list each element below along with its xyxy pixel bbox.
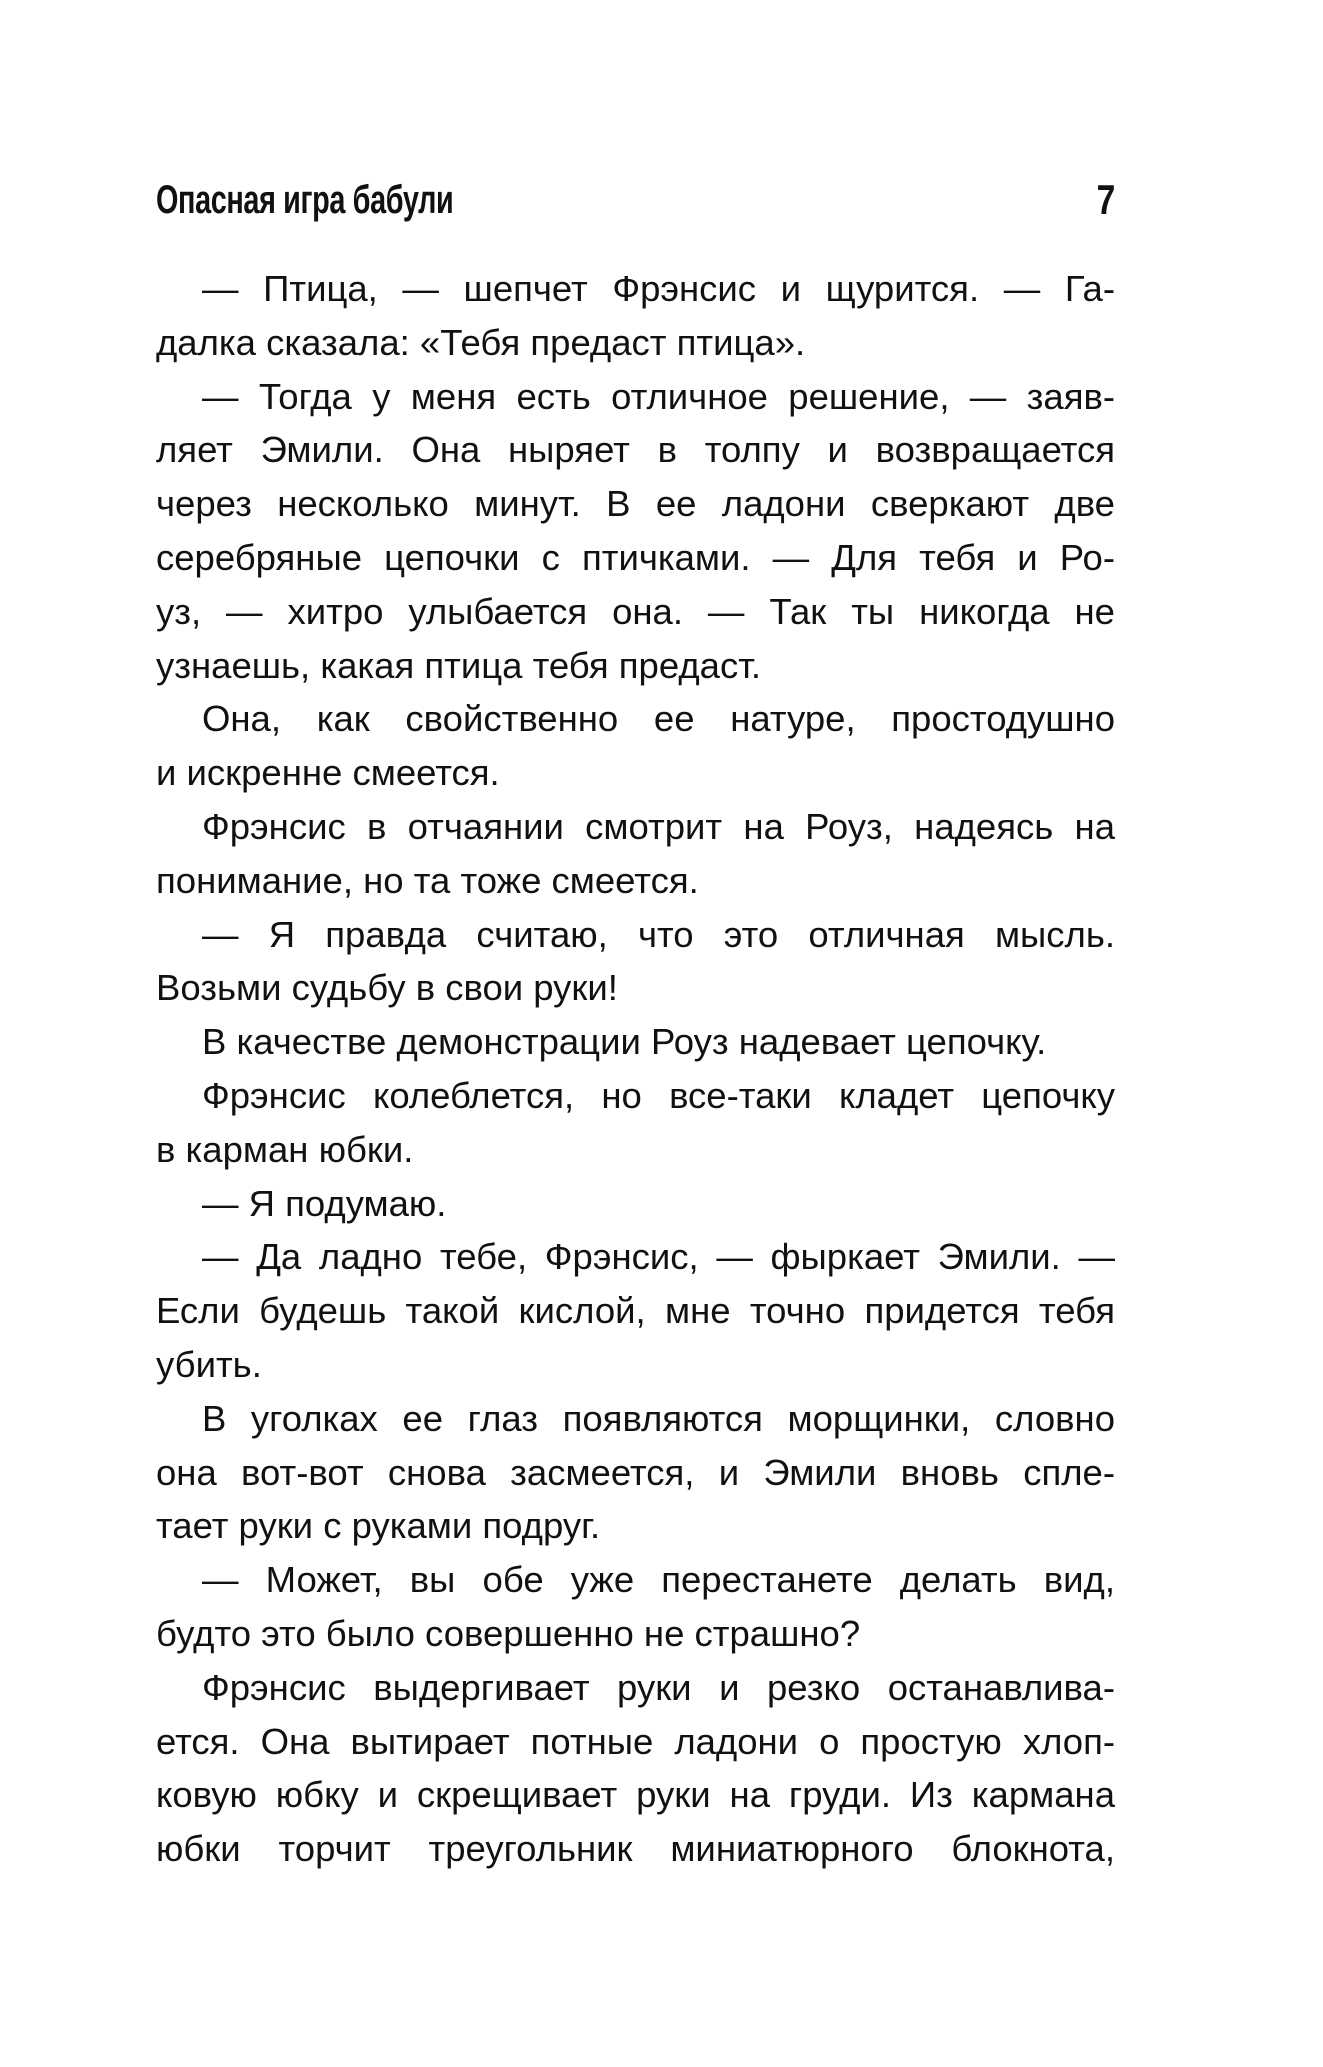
- paragraph: [156, 1069, 1115, 1177]
- text-line: Фрэнсис колеблется, но все-таки кладет цепочку: [202, 1074, 1115, 1116]
- text-line: тает руки с руками подруг.: [156, 1505, 601, 1547]
- paragraph: [156, 262, 1115, 370]
- text-line: узнаешь, какая птица тебя предаст.: [156, 644, 762, 686]
- text-line: через несколько минут. В ее ладони сверкают две: [156, 483, 1115, 525]
- paragraph: [156, 1392, 1115, 1553]
- text-line: убить.: [156, 1343, 262, 1385]
- paragraph: [156, 908, 1115, 1016]
- text-line: уз, — хитро улыбается она. — Так ты никогда не: [156, 590, 1115, 632]
- text-line: — Тогда у меня есть отличное решение, — заяв-: [202, 375, 1115, 417]
- text-line: В качестве демонстрации Роуз надевает цепочку.: [202, 1021, 1047, 1063]
- text-line: Фрэнсис в отчаянии смотрит на Роуз, надеясь на: [202, 805, 1115, 847]
- paragraph: [156, 370, 1115, 693]
- text-line: серебряные цепочки с птичками. — Для тебя и Ро-: [156, 536, 1115, 578]
- text-line: — Да ладно тебе, Фрэнсис, — фыркает Эмили. —: [202, 1236, 1115, 1278]
- text-line: далка сказала: «Тебя предаст птица».: [156, 321, 806, 363]
- text-line: — Птица, — шепчет Фрэнсис и щурится. — Га-: [202, 268, 1115, 309]
- text-line: ковую юбку и скрещивает руки на груди. Из кармана: [156, 1774, 1115, 1816]
- text-line: Если будешь такой кислой, мне точно придется тебя: [156, 1290, 1115, 1332]
- text-line: Фрэнсис выдергивает руки и резко останавлива-: [202, 1666, 1115, 1708]
- text-line: — Я правда считаю, что это отличная мысль.: [202, 913, 1115, 955]
- text-line: юбки торчит треугольник миниатюрного блокнота,: [156, 1828, 1115, 1870]
- text-line: будто это было совершенно не страшно?: [156, 1612, 861, 1654]
- paragraph: [156, 1177, 1115, 1231]
- page-number: 7: [1096, 176, 1115, 223]
- text-line: Она, как свойственно ее натуре, простодушно: [202, 698, 1115, 740]
- paragraph: [156, 1553, 1115, 1661]
- paragraph: [156, 1661, 1115, 1876]
- paragraph: [156, 692, 1115, 800]
- page-header: [156, 176, 1115, 224]
- text-line: — Я подумаю.: [202, 1182, 447, 1224]
- paragraph: [156, 1230, 1115, 1391]
- text-line: понимание, но та тоже смеется.: [156, 859, 699, 901]
- text-line: ется. Она вытирает потные ладони о простую хлоп-: [156, 1720, 1115, 1762]
- text-line: Возьми судьбу в свои руки!: [156, 967, 618, 1009]
- body-text: [156, 262, 1115, 1876]
- text-line: и искренне смеется.: [156, 752, 500, 794]
- text-line: — Может, вы обе уже перестанете делать вид,: [202, 1559, 1115, 1601]
- paragraph: [156, 1015, 1115, 1069]
- text-line: она вот-вот снова засмеется, и Эмили вновь спле-: [156, 1451, 1115, 1493]
- running-title: Опасная игра бабули: [156, 178, 454, 222]
- paragraph: [156, 800, 1115, 908]
- text-line: В уголках ее глаз появляются морщинки, словно: [202, 1397, 1115, 1439]
- text-line: ляет Эмили. Она ныряет в толпу и возвращается: [156, 429, 1115, 471]
- text-line: в карман юбки.: [156, 1128, 414, 1170]
